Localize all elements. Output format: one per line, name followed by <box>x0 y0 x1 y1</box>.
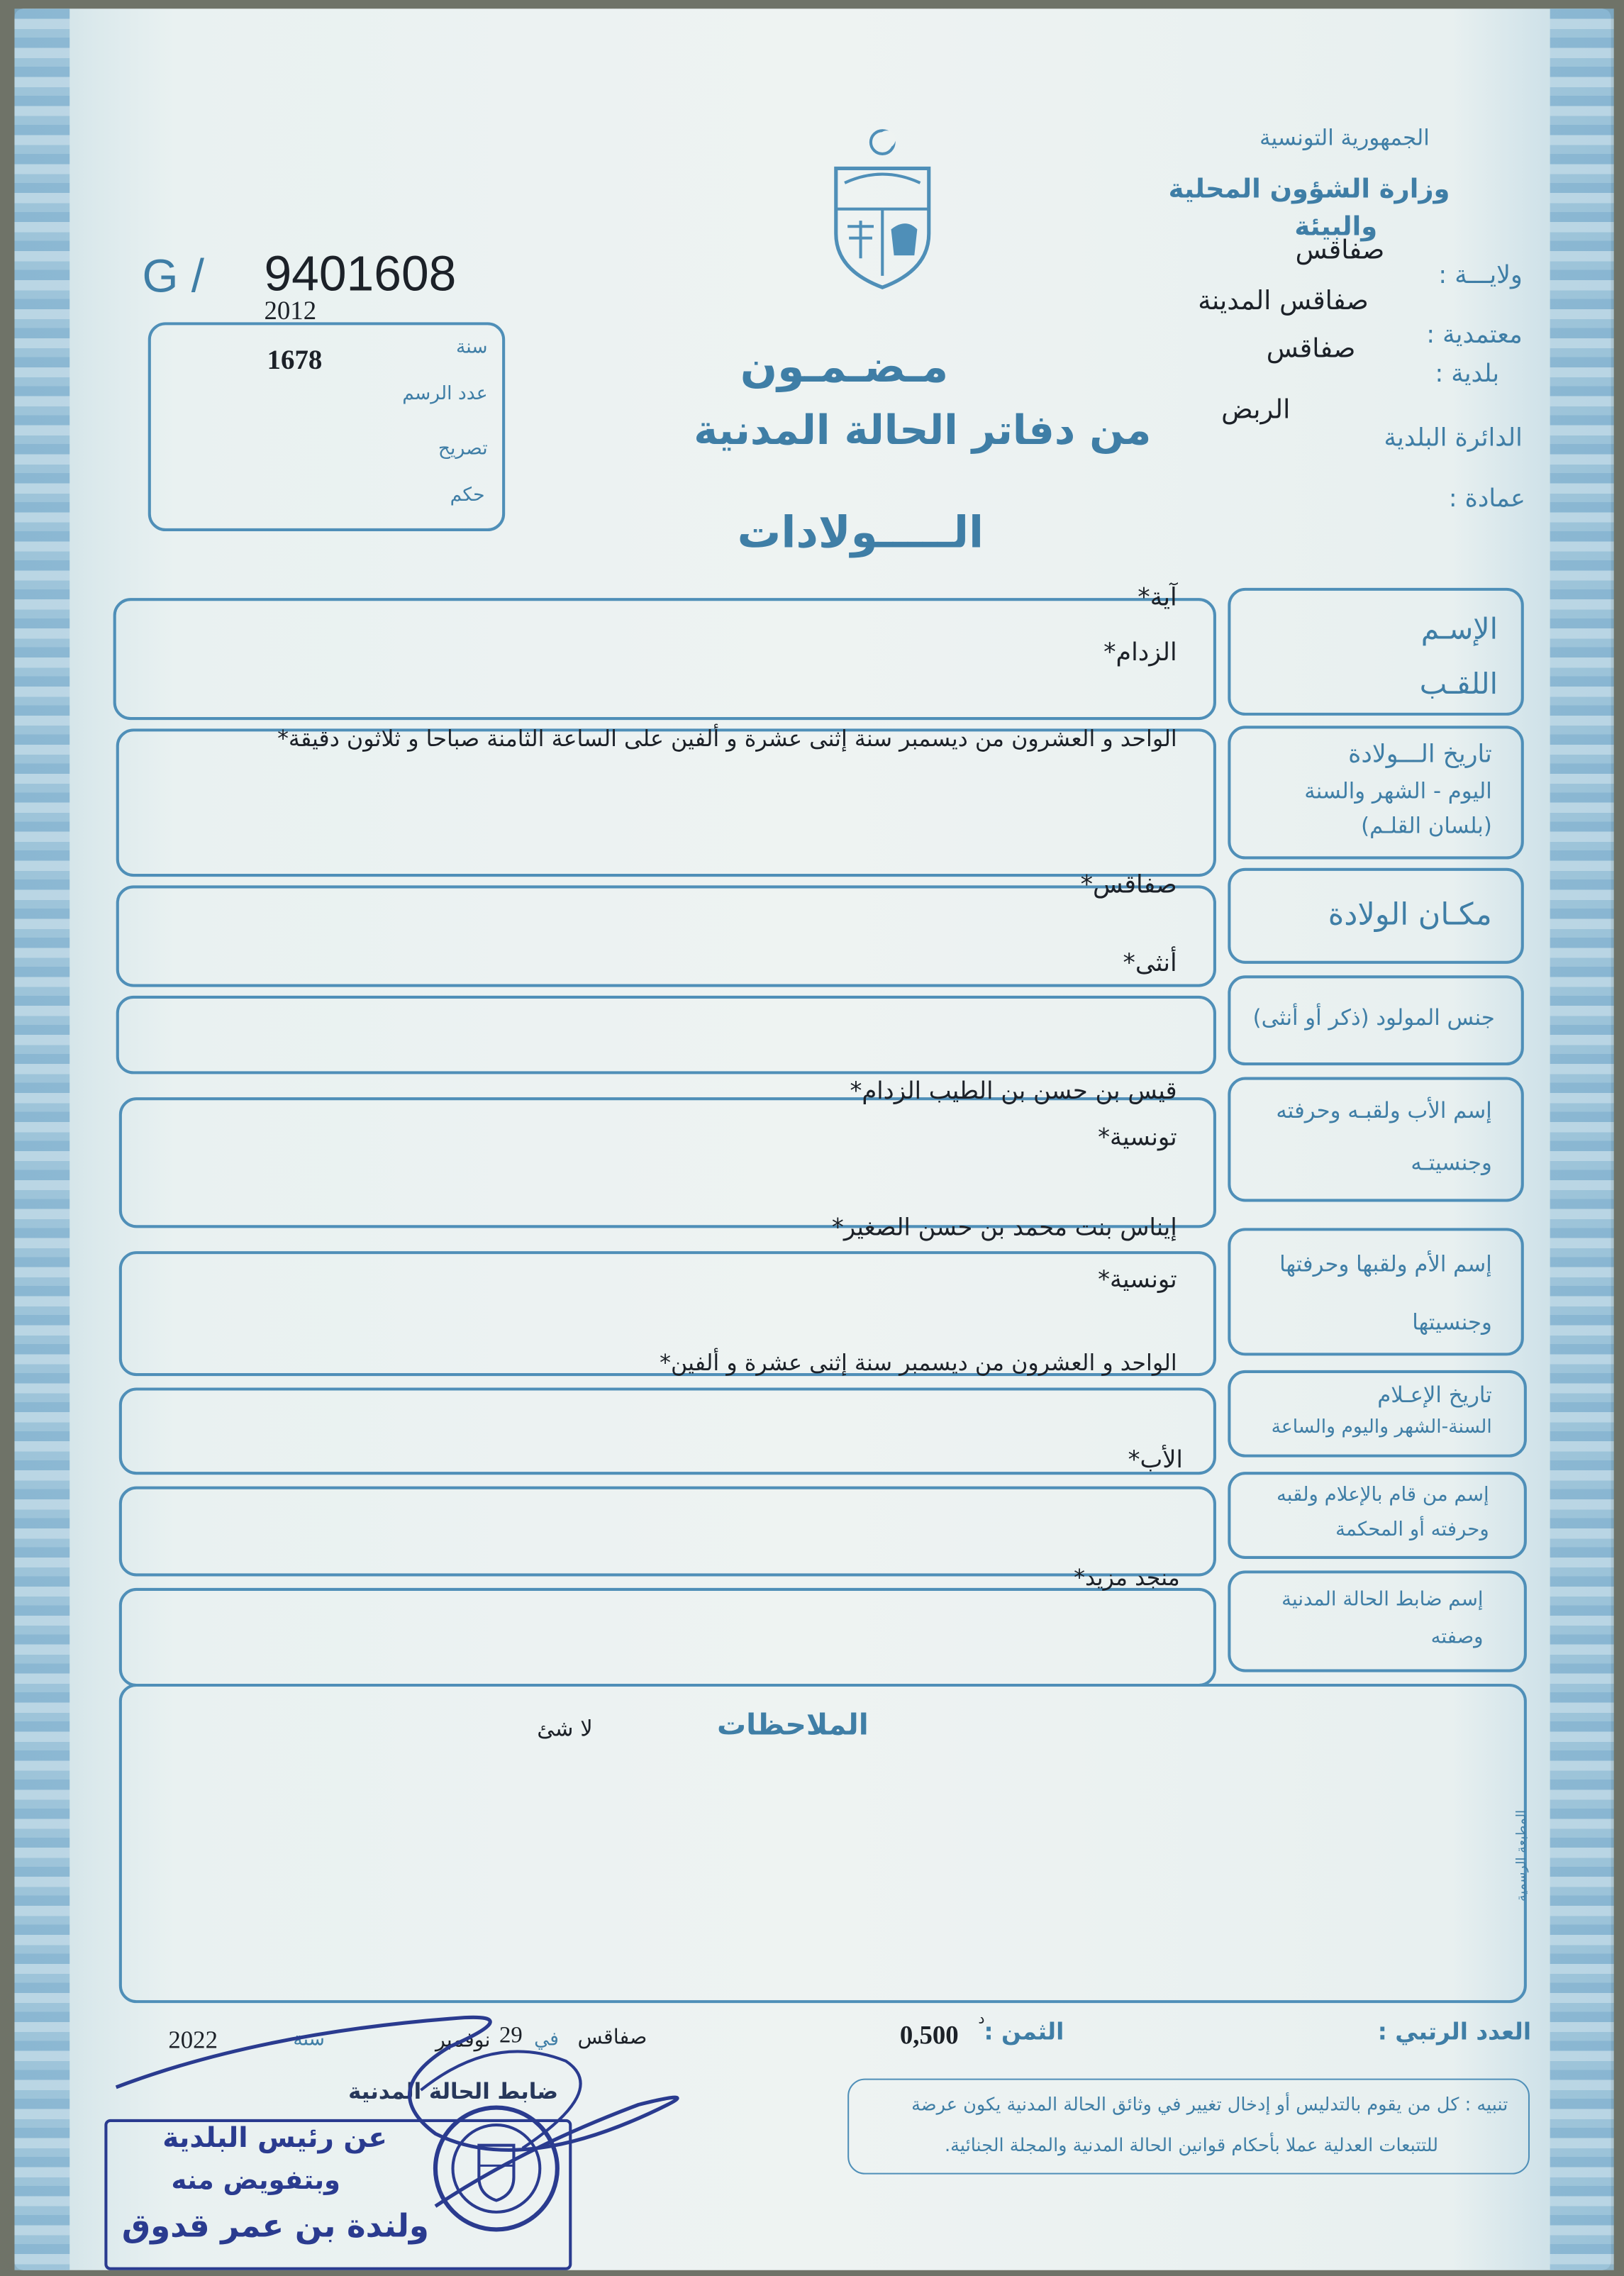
value-box-father <box>119 1097 1216 1228</box>
value-box-declaration-date <box>119 1387 1216 1475</box>
baladia-label: بلدية : <box>1435 360 1500 389</box>
stamp-line1: عن رئيس البلدية <box>162 2121 387 2155</box>
declarant-value: الأب* <box>1128 1445 1183 1474</box>
officer-value: منجد مزيد* <box>1074 1565 1180 1591</box>
label-box-mother: إسم الأم ولقبها وحرفتها وجنسيتها <box>1228 1228 1523 1355</box>
price-label: الثمن : <box>984 2017 1064 2045</box>
title-line1: مـضـمـون <box>740 342 949 394</box>
section-title: الـــــولادات <box>737 508 984 559</box>
printer-label: المطبعة الرسمية <box>1515 1809 1530 1902</box>
register-number-label: عدد الرسم <box>402 383 488 405</box>
date-prefix: في <box>534 2029 560 2051</box>
mootamadia-value: صفاقس المدينة <box>1198 286 1369 317</box>
mother-value: إيناس بنت محمد بن حسن الصغير* <box>831 1213 1177 1241</box>
serial-label: العدد الرتبي : <box>1377 2017 1532 2045</box>
stamp-line2: وبتفويض منه <box>171 2165 340 2197</box>
value-box-declarant <box>119 1487 1216 1577</box>
daira-value: الربض <box>1221 394 1291 426</box>
label-box-birth-place: مكـان الولادة <box>1228 868 1523 964</box>
right-guilloche-border <box>1550 9 1614 2270</box>
serial-number: 9401608 <box>264 246 457 302</box>
label-box-name: الإسـم اللقـب <box>1228 588 1523 716</box>
ministry-title-2: والبيئة <box>1294 211 1378 243</box>
value-box-birth-place <box>116 885 1216 987</box>
republic-title: الجمهورية التونسية <box>1259 124 1430 151</box>
ministry-title: وزارة الشؤون المحلية <box>1168 174 1450 205</box>
price-value: 0,500 <box>899 2020 959 2050</box>
wilaya-label: ولايـــة : <box>1438 261 1523 291</box>
omada-label: عمادة : <box>1448 484 1525 514</box>
warning-line2: للتتبعات العدلية عملا بأحكام قوانين الحالة المدنية والمجلة الجنائية. <box>945 2133 1439 2156</box>
remarks-value: لا شئ <box>537 1715 593 1742</box>
mother-nationality-value: تونسية* <box>1098 1265 1177 1294</box>
serial-prefix: G / <box>142 249 204 302</box>
birth-date-value: الواحد و العشرون من ديسمبر سنة إثنى عشرة و ألفين على الساعة الثامنة صباحا و ثلاثون دقيقة* <box>277 726 1177 753</box>
stamp-officer-title: ضابط الحالة المدنية <box>348 2078 559 2105</box>
register-year-label: سنة <box>456 336 488 359</box>
first-name-value: آية* <box>1138 583 1177 613</box>
mootamadia-label: معتمدية : <box>1426 321 1523 350</box>
title-line2: من دفاتر الحالة المدنية <box>694 406 1152 455</box>
date-year-label: سنة <box>293 2029 326 2051</box>
value-box-sex <box>116 996 1216 1075</box>
register-year-value: 2012 <box>264 296 317 326</box>
wilaya-value: صفاقس <box>1295 235 1385 266</box>
declaration-date-value: الواحد و العشرون من ديسمبر سنة إثنى عشرة و ألفين* <box>660 1350 1177 1377</box>
date-place: صفاقس <box>577 2026 647 2050</box>
warning-line1: تنبيه : كل من يقوم بالتدليس أو إدخال تغيير في وثائق الحالة المدنية يكون عرضة <box>911 2093 1508 2115</box>
date-day: 29 <box>499 2023 523 2048</box>
birth-place-value: صفاقس* <box>1080 870 1177 900</box>
left-guilloche-border <box>14 9 69 2270</box>
label-box-birth-date: تاريخ الـــولادة اليوم - الشهر والسنة (بلسان القلـم) <box>1228 726 1523 859</box>
signature-scribble <box>87 2003 697 2221</box>
last-name-value: الزدام* <box>1103 638 1177 668</box>
label-box-father: إسم الأب ولقبـه وحرفته وجنسيتـه <box>1228 1077 1523 1202</box>
stamp-line3: ولندة بن عمر قدوق <box>121 2209 429 2246</box>
label-box-declarant: إسم من قام بالإعلام ولقبه وحرفته أو المحكمة <box>1228 1472 1527 1559</box>
price-currency: د <box>978 2011 985 2028</box>
father-value: قيس بن حسن بن الطيب الزدام* <box>850 1077 1177 1105</box>
label-box-officer: إسم ضابط الحالة المدنية وصفته <box>1228 1570 1527 1672</box>
declaration-label: تصريح <box>438 438 488 460</box>
coat-of-arms-icon <box>824 125 940 292</box>
remarks-label: الملاحظات <box>716 1706 869 1742</box>
date-year-value: 2022 <box>168 2026 218 2054</box>
sex-value: أنثى* <box>1123 949 1177 979</box>
date-month: نوفمبر <box>435 2029 491 2053</box>
value-box-name <box>113 598 1216 720</box>
daira-label: الدائرة البلدية <box>1384 423 1523 453</box>
label-box-sex: جنس المولود (ذكر أو أنثى) <box>1228 975 1523 1065</box>
baladia-value: صفاقس <box>1266 333 1356 365</box>
judgment-label: حكم <box>450 484 485 507</box>
label-box-declaration-date: تاريخ الإعـلام السنة-الشهر واليوم والساعة <box>1228 1370 1527 1458</box>
father-nationality-value: تونسية* <box>1098 1123 1177 1151</box>
value-box-officer <box>119 1588 1216 1687</box>
register-number-value: 1678 <box>267 345 323 377</box>
